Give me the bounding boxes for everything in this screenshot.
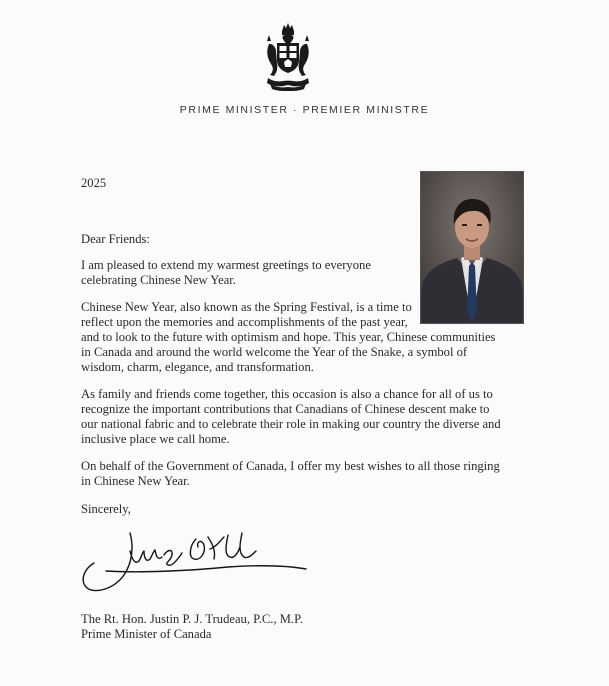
signatory-title: Prime Minister of Canada [81,627,212,641]
paragraph-4-line-1: On behalf of the Government of Canada, I offer my best wishes to all those ringing [81,459,500,473]
paragraph-2-line-3: and to look to the future with optimism and hope. This year, Chinese communities [81,330,496,344]
signatory-name: The Rt. Hon. Justin P. J. Trudeau, P.C., M.P. [81,612,303,626]
paragraph-3-line-2: recognize the important contributions that Canadians of Chinese descent make to [81,402,490,416]
paragraph-4-line-2: in Chinese New Year. [81,474,190,488]
paragraph-2-line-1: Chinese New Year, also known as the Spring Festival, is a time to [81,300,412,314]
letter-date: 2025 [81,176,107,190]
paragraph-1-line-1: I am pleased to extend my warmest greetings to everyone [81,258,371,272]
letter-closing: Sincerely, [81,502,131,516]
paragraph-3-line-1: As family and friends come together, this occasion is also a chance for all of us to [81,387,493,401]
paragraph-2-line-2: reflect upon the memories and accomplishments of the past year, [81,315,408,329]
paragraph-2-line-5: wisdom, charm, elegance, and transformation. [81,360,314,374]
letter-salutation: Dear Friends: [81,232,150,246]
letterhead-office: PRIME MINISTER · PREMIER MINISTRE [179,104,430,116]
paragraph-3-line-4: inclusive place we call home. [81,432,230,446]
paragraph-3-line-3: our national fabric and to celebrate their role in making our country the diverse and [81,417,501,431]
handwritten-signature-icon [78,529,310,603]
paragraph-2-line-4: in Canada and around the world welcome the Year of the Snake, a symbol of [81,345,468,359]
paragraph-1-line-2: celebrating Chinese New Year. [81,273,236,287]
portrait-photo-icon [420,171,524,324]
royal-coat-of-arms-icon [262,22,314,92]
